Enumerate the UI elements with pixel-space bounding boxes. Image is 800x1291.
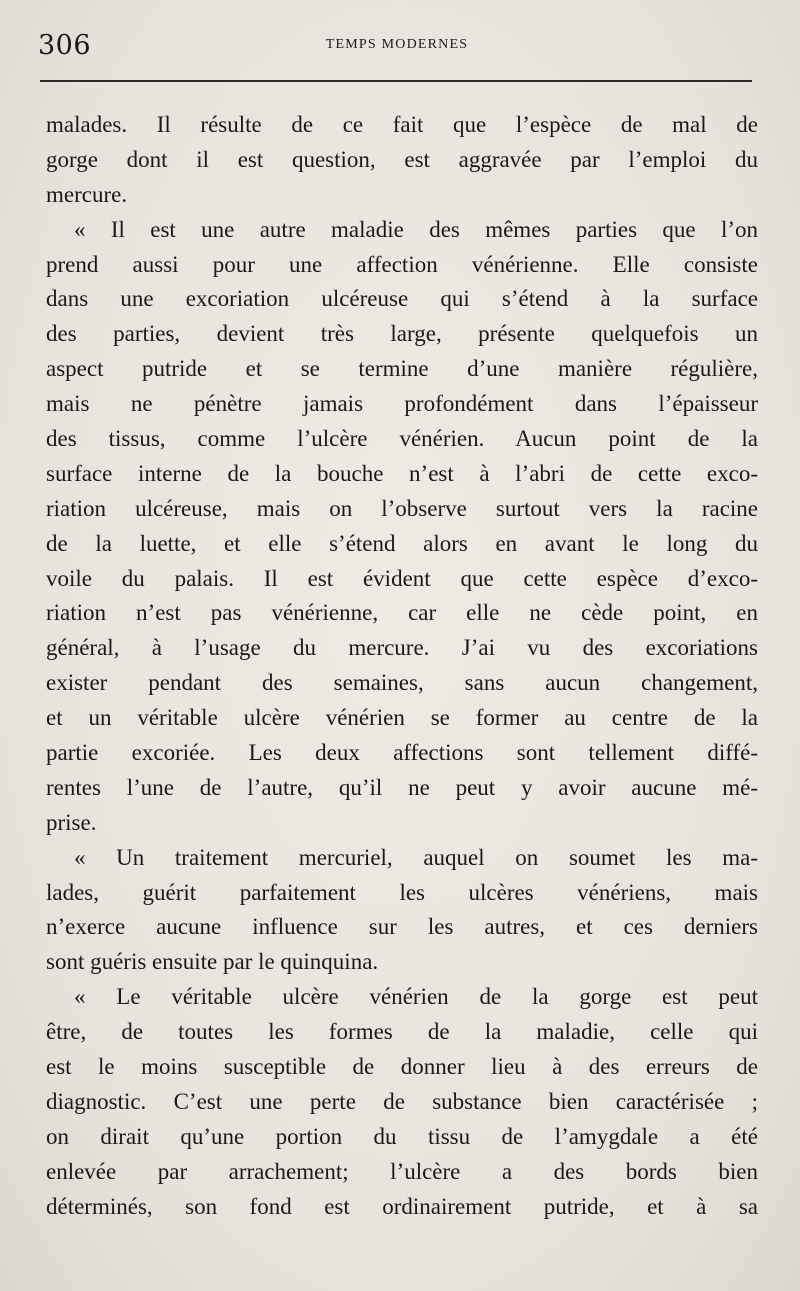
text-line: prend aussi pour une affection vénérienne. Elle consiste: [46, 251, 758, 277]
text-line: rentes l’une de l’autre, qu’il ne peut y avoir aucune mé-: [46, 774, 758, 800]
text-line: général, à l’usage du mercure. J’ai vu des excoriations: [46, 635, 758, 661]
text-line: sont guéris ensuite par le quinquina.: [46, 949, 379, 975]
text-line: voile du palais. Il est évident que cette espèce d’exco-: [46, 565, 758, 591]
text-line: n’exerce aucune influence sur les autres, et ces derniers: [46, 914, 758, 940]
text-line: dans une excoriation ulcéreuse qui s’étend à la surface: [46, 286, 758, 312]
text-line: mais ne pénètre jamais profondément dans l’épaisseur: [46, 391, 758, 417]
text-line: enlevée par arrachement; l’ulcère a des bords bien: [46, 1158, 758, 1184]
text-line: « Il est une autre maladie des mêmes parties que l’on: [74, 216, 758, 242]
text-line: gorge dont il est question, est aggravée par l’emploi du: [46, 146, 758, 172]
text-line: est le moins susceptible de donner lieu à des erreurs de: [46, 1054, 758, 1080]
running-title: TEMPS MODERNES: [325, 37, 469, 52]
text-line: diagnostic. C’est une perte de substance bien caractérisée ;: [46, 1088, 758, 1114]
text-line: riation ulcéreuse, mais on l’observe surtout vers la racine: [46, 495, 758, 521]
text-line: lades, guérit parfaitement les ulcères vénériens, mais: [46, 879, 758, 905]
text-line: « Un traitement mercuriel, auquel on soumet les ma-: [74, 844, 758, 870]
text-line: être, de toutes les formes de la maladie, celle qui: [46, 1019, 758, 1045]
text-line: malades. Il résulte de ce fait que l’espèce de mal de: [46, 112, 758, 137]
text-line: aspect putride et se termine d’une manière régulière,: [46, 356, 758, 382]
text-line: déterminés, son fond est ordinairement putride, et à sa: [46, 1193, 758, 1219]
header-rule: [40, 80, 752, 82]
text-line: on dirait qu’une portion du tissu de l’amygdale a été: [46, 1123, 758, 1149]
text-line: riation n’est pas vénérienne, car elle ne cède point, en: [46, 600, 758, 626]
text-line: exister pendant des semaines, sans aucun changement,: [46, 670, 758, 696]
page-number: 306: [38, 30, 92, 61]
text-line: « Le véritable ulcère vénérien de la gorge est peut: [74, 984, 758, 1010]
text-line: et un véritable ulcère vénérien se former au centre de la: [46, 705, 758, 731]
text-line: mercure.: [46, 181, 128, 207]
text-line: partie excoriée. Les deux affections sont tellement diffé-: [46, 740, 758, 766]
text-line: des parties, devient très large, présente quelquefois un: [46, 321, 758, 347]
text-line: prise.: [46, 809, 97, 835]
text-line: de la luette, et elle s’étend alors en avant le long du: [46, 530, 758, 556]
text-line: des tissus, comme l’ulcère vénérien. Aucun point de la: [46, 426, 758, 452]
text-line: surface interne de la bouche n’est à l’abri de cette exco-: [46, 460, 758, 486]
page-header: [38, 30, 756, 70]
body-text: [46, 108, 758, 1225]
